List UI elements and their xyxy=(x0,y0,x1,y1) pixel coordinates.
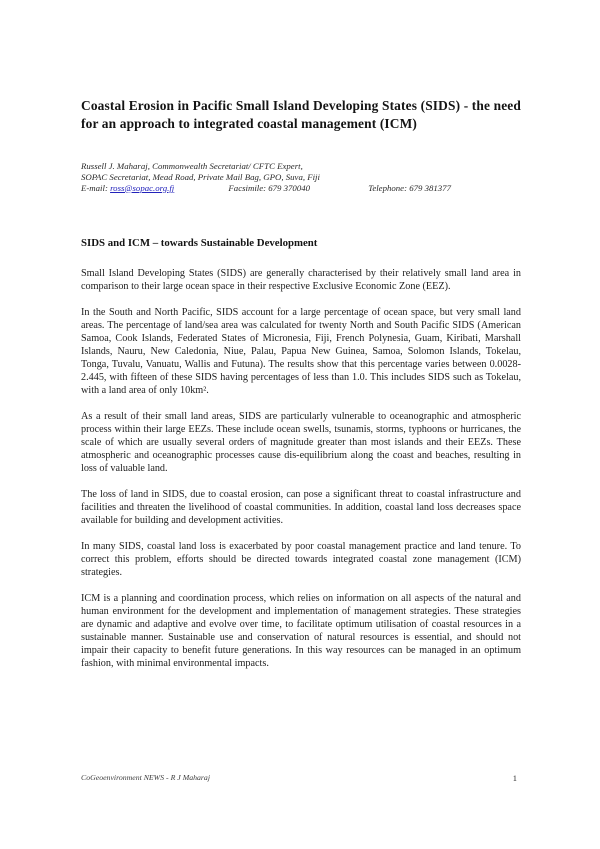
author-line-affiliation: Russell J. Maharaj, Commonwealth Secretariat/ CFTC Expert, xyxy=(81,161,303,171)
footer-running-title: CoGeoenvironment NEWS - R J Maharaj xyxy=(81,773,210,782)
page-number: 1 xyxy=(512,773,517,783)
author-block xyxy=(81,161,521,193)
facsimile-text: Facsimile: 679 370040 xyxy=(228,182,311,193)
paragraph-vulnerability: As a result of their small land areas, SIDS are particularly vulnerable to oceanographic and atmospheric process within their large EEZs. These include ocean swells, tsunamis, storms, typhoons or hurricanes, the scale of which are usually several orders of magnitude greater than most islands and their EEZs. These atmospheric and oceanographic processes cause dis-equilibrium along the coast and beaches, resulting in loss of valuable land. xyxy=(81,411,521,475)
paragraph-icm-process: ICM is a planning and coordination process, which relies on information on all aspects of the natural and human environment for the development and implementation of management strategies. These strategies are dynamic and adaptive and evolve over time, to facilitate optimum utilisation of coastal resources in a sustainable manner. Sustainable use and conservation of natural resources is essential, and should not impair their capacity to benefit future generations. In this way resources can be managed in an optimum fashion, with minimal environmental impacts. xyxy=(81,593,521,670)
author-line-address: SOPAC Secretariat, Mead Road, Private Mail Bag, GPO, Suva, Fiji xyxy=(81,171,320,182)
paper-title: Coastal Erosion in Pacific Small Island Developing States (SIDS) - the need for an approach to integrated coastal management (ICM) xyxy=(81,98,521,131)
author-contact-line xyxy=(81,183,521,194)
page-content xyxy=(81,0,521,670)
page-footer xyxy=(81,773,520,782)
telephone-text: Telephone: 679 381377 xyxy=(368,182,451,193)
paragraph-land-loss-threat: The loss of land in SIDS, due to coastal erosion, can pose a significant threat to coastal infrastructure and facilities and threaten the livelihood of coastal communities. In addition, coastal land loss decreases space available for building and development activities. xyxy=(81,489,521,527)
paragraph-sids-definition: Small Island Developing States (SIDS) are generally characterised by their relatively small land area in comparison to their large ocean space in their respective Exclusive Economic Zone (EEZ). xyxy=(81,268,521,293)
section-heading: SIDS and ICM – towards Sustainable Development xyxy=(81,237,318,250)
paragraph-pacific-land-sea-percentage: In the South and North Pacific, SIDS account for a large percentage of ocean space, but very small land areas. The percentage of land/sea area was calculated for twenty North and South Pacific SIDS (American Samoa, Cook Islands, Federated States of Micronesia, Fiji, French Polynesia, Guam, Kiribati, Marshall Islands, Nauru, New Caledonia, Niue, Palau, Papua New Guinea, Samoa, Solomon Islands, Tokelau, Tonga, Tuvalu, Vanuatu, Wallis and Futuna). The results show that this percentage varies between 0.0028-2.445, with fifteen of these SIDS having percentages of less than 1.0. This includes SIDS such as Tokelau, with a land area of only 10km². xyxy=(81,307,521,397)
email-link[interactable]: ross@sopac.org.fj xyxy=(110,182,175,193)
email-label: E-mail: xyxy=(81,182,108,193)
paragraph-management-practice: In many SIDS, coastal land loss is exacerbated by poor coastal management practice and land tenure. To correct this problem, efforts should be directed towards integrated coastal zone management (ICM) strategies. xyxy=(81,541,521,579)
